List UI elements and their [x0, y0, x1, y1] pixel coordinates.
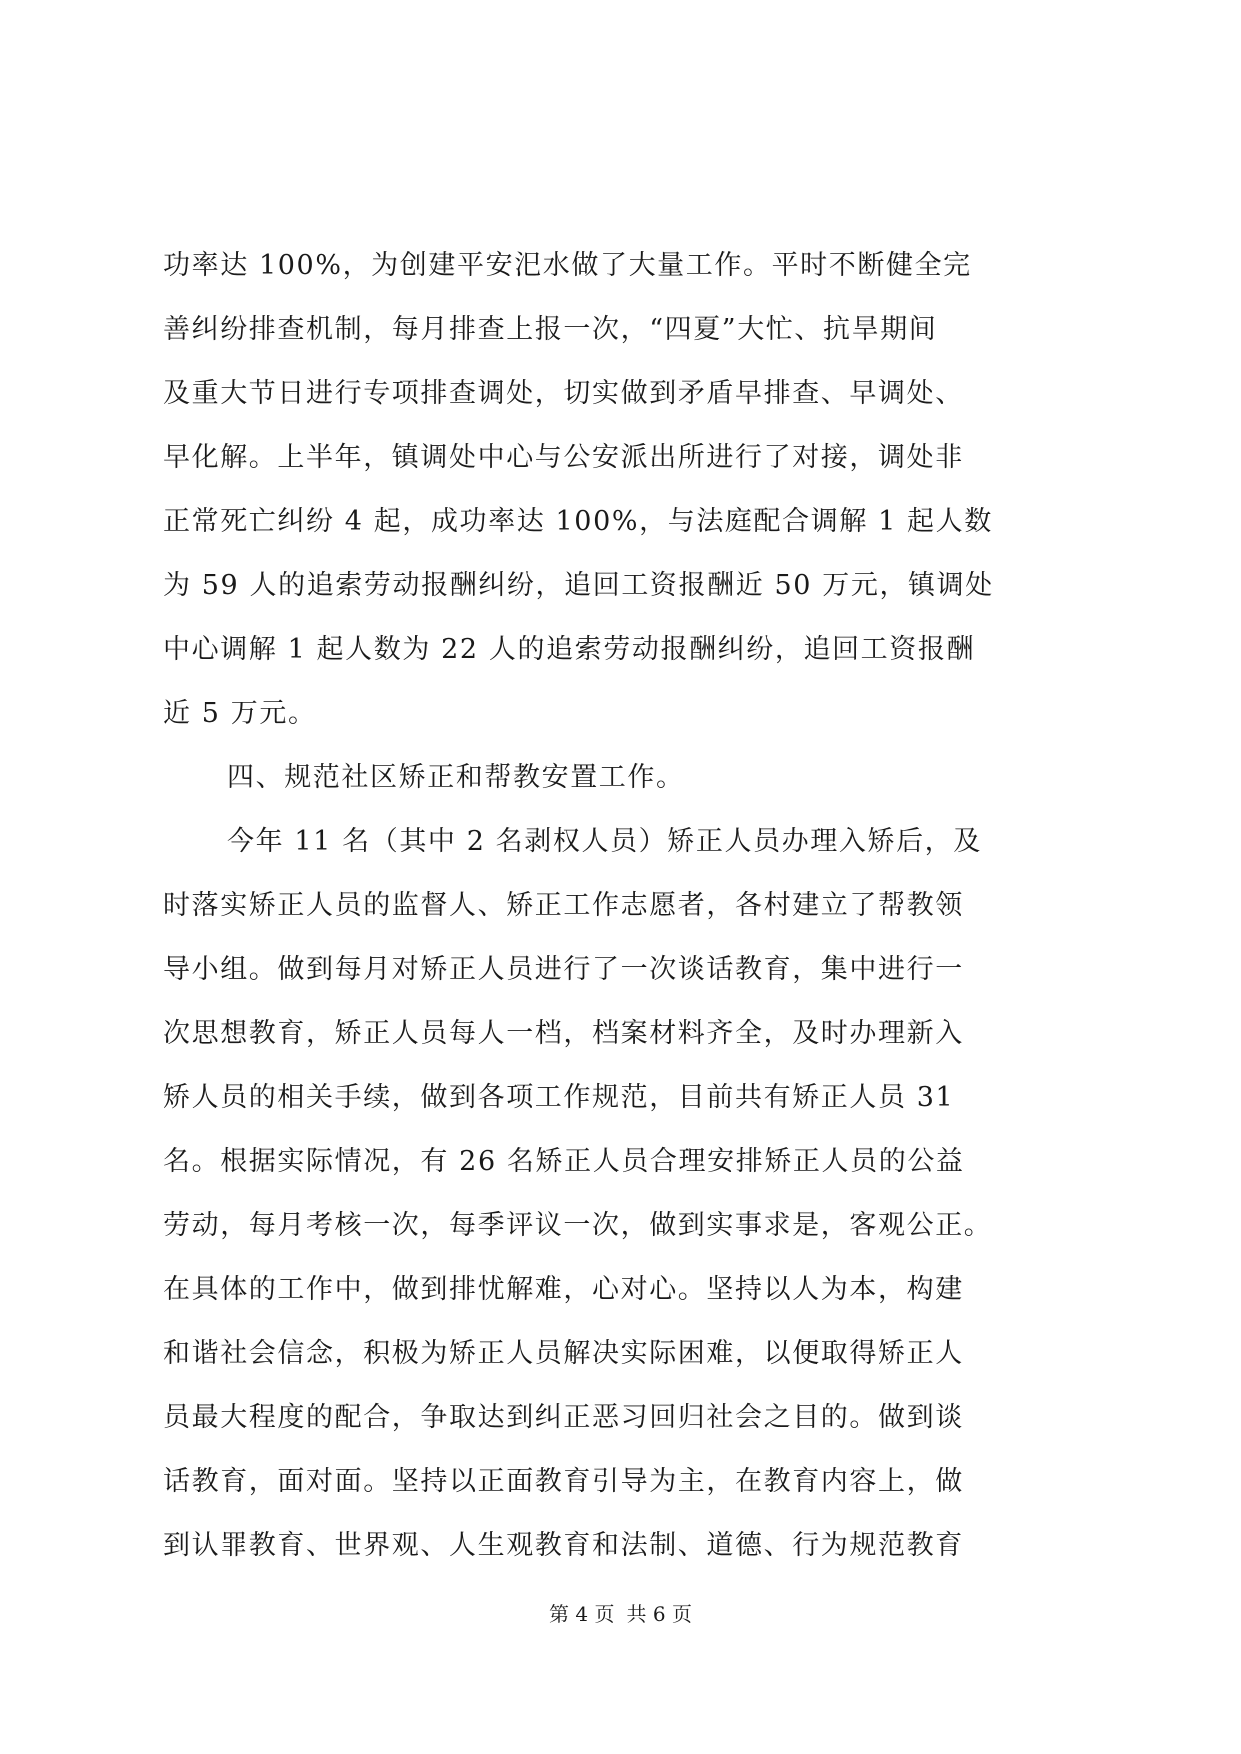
page-total: 共 6 页 — [626, 1602, 692, 1626]
text-line: 为 59 人的追索劳动报酬纠纷，追回工资报酬近 50 万元，镇调处 — [163, 570, 994, 601]
text-line: 早化解。上半年，镇调处中心与公安派出所进行了对接，调处非 — [163, 442, 964, 473]
text-line: 善纠纷排查机制，每月排查上报一次，“四夏”大忙、抗旱期间 — [163, 314, 938, 345]
page-footer — [0, 1602, 1241, 1626]
text-line: 正常死亡纠纷 4 起，成功率达 100%，与法庭配合调解 1 起人数 — [163, 506, 993, 537]
text-line: 话教育，面对面。坚持以正面教育引导为主，在教育内容上，做 — [163, 1466, 964, 1497]
text-line: 员最大程度的配合，争取达到纠正恶习回归社会之目的。做到谈 — [163, 1402, 964, 1433]
body-text — [163, 234, 1083, 1578]
text-line: 功率达 100%，为创建平安汜水做了大量工作。平时不断健全完 — [163, 250, 972, 281]
text-line: 名。根据实际情况，有 26 名矫正人员合理安排矫正人员的公益 — [163, 1146, 965, 1177]
page-number: 第 4 页 — [549, 1602, 615, 1626]
text-line: 在具体的工作中，做到排忧解难，心对心。坚持以人为本，构建 — [163, 1274, 964, 1305]
text-line: 导小组。做到每月对矫正人员进行了一次谈话教育，集中进行一 — [163, 954, 964, 985]
text-line: 今年 11 名（其中 2 名剥权人员）矫正人员办理入矫后，及 — [227, 826, 982, 857]
text-line: 次思想教育，矫正人员每人一档，档案材料齐全，及时办理新入 — [163, 1018, 964, 1049]
text-line: 中心调解 1 起人数为 22 人的追索劳动报酬纠纷，追回工资报酬 — [163, 634, 976, 665]
text-line: 和谐社会信念，积极为矫正人员解决实际困难，以便取得矫正人 — [163, 1338, 964, 1369]
text-line: 及重大节日进行专项排查调处，切实做到矛盾早排查、早调处、 — [163, 378, 964, 409]
text-line: 时落实矫正人员的监督人、矫正工作志愿者，各村建立了帮教领 — [163, 890, 964, 921]
text-line: 矫人员的相关手续，做到各项工作规范，目前共有矫正人员 31 — [163, 1082, 955, 1113]
section-heading: 四、规范社区矫正和帮教安置工作。 — [227, 762, 685, 793]
text-line: 近 5 万元。 — [163, 698, 317, 729]
text-line: 到认罪教育、世界观、人生观教育和法制、道德、行为规范教育 — [163, 1530, 964, 1561]
text-line: 劳动，每月考核一次，每季评议一次，做到实事求是，客观公正。 — [163, 1210, 993, 1241]
